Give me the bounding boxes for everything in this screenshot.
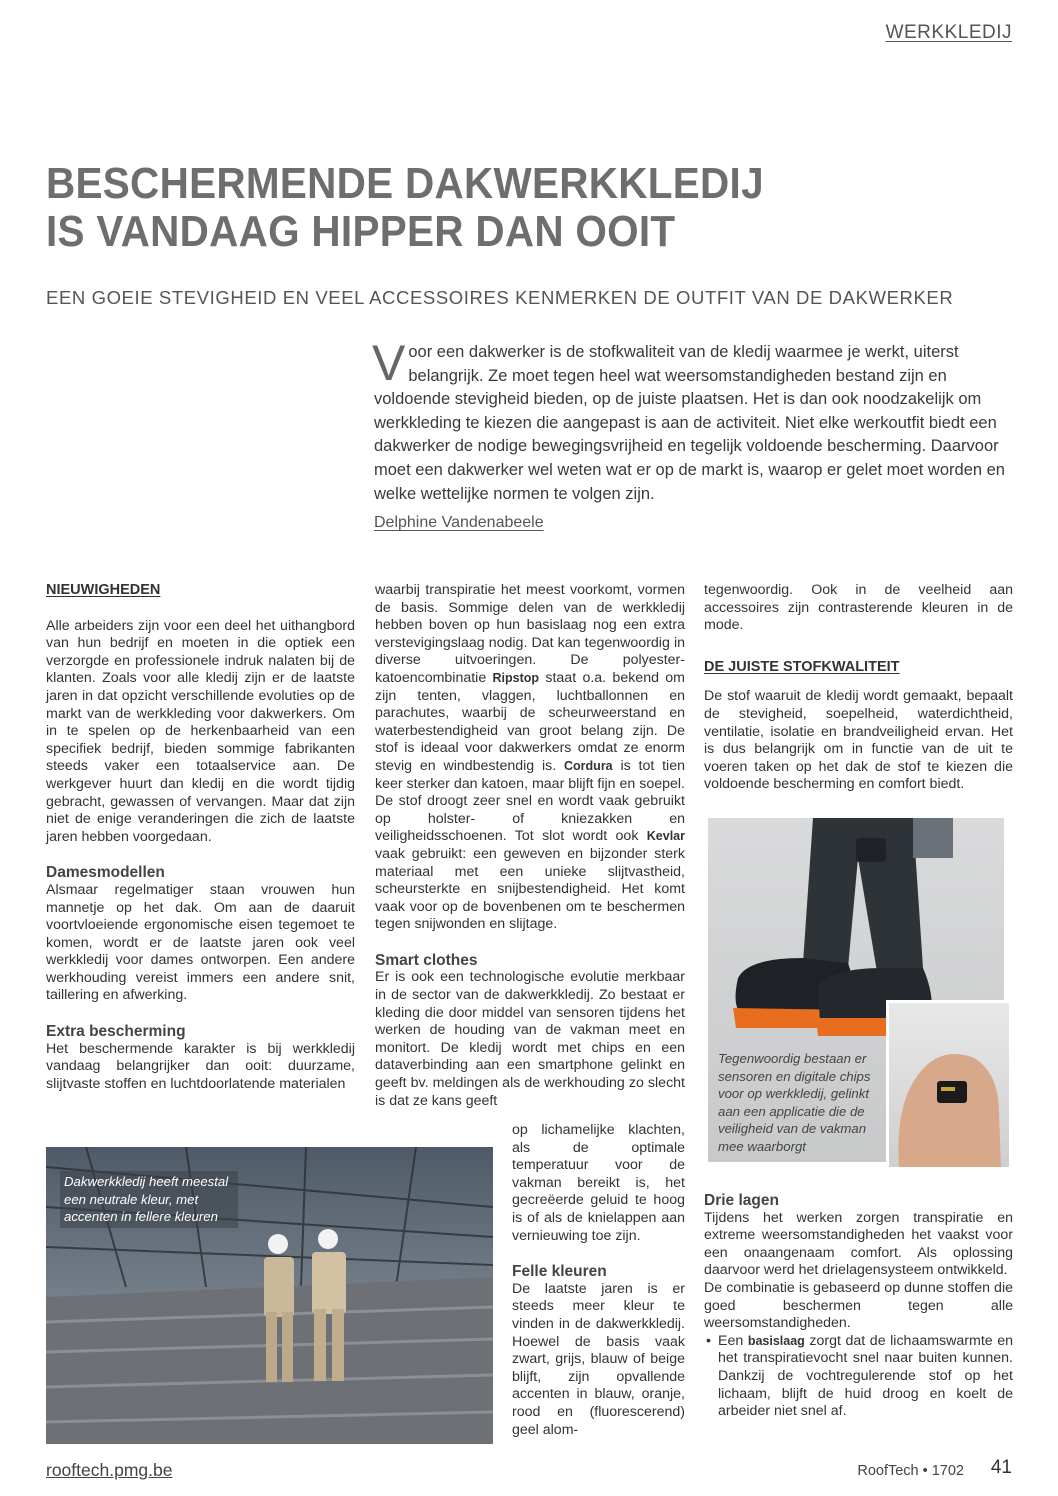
heading-nieuwigheden: NIEUWIGHEDEN bbox=[46, 582, 161, 598]
paragraph-stofkwaliteit: De stof waaruit de kledij wordt gemaakt, bepaalt de stevigheid, soepelheid, waterdichtheid, ventilatie, isolatie en brandveiligheid ervan. Het is dus belangrijk om in functie van de uit te voeren taken op het dak de stof te kiezen die voldoende bescherming en comfort biedt. bbox=[704, 688, 1013, 793]
article-title bbox=[46, 160, 929, 256]
column-2-continued bbox=[512, 1122, 685, 1439]
footer-magazine: RoofTech • 1702 bbox=[857, 1463, 964, 1479]
title-line-2: IS VANDAAG HIPPER DAN OOIT bbox=[46, 207, 676, 256]
paragraph-nieuwigheden: Alle arbeiders zijn voor een deel het uithangbord van hun bedrijf en moeten in die optiek een verzorgde en professionele indruk nalaten bij de klanten. Zoals voor alle kledij zijn er de laatste jaren in dat opzicht verschillende evoluties op de markt van de werkkleding voor dakwerkers. Om in te spelen op de herkenbaarheid van een specifiek bedrijf, bieden sommige fabrikanten steeds vaker een totaalservice aan. De werkgever huurt dan kledij en die wordt tijdig gebracht, gewassen of vervangen. Maar dat zijn niet de enige veranderingen die zich de laatste jaren hebben voorgedaan. bbox=[46, 617, 355, 845]
paragraph-felle-kleuren: De laatste jaren is er steeds meer kleur te vinden in de dakwerkkledij. Hoewel de basis vaak zwart, grijs, blauw of beige blijft, zijn opvallende accenten in blauw, oranje, rood en (fluorescerend) geel alom- bbox=[512, 1280, 685, 1438]
paragraph-accessoires: tegenwoordig. Ook in de veelheid aan accessoires zijn contrasterende kleuren in de mode. bbox=[704, 582, 1013, 634]
author-name: Delphine Vandenabeele bbox=[374, 514, 544, 531]
heading-smart-clothes: Smart clothes bbox=[375, 951, 478, 969]
hand-chip-illustration bbox=[889, 1003, 1009, 1167]
text-span: vaak gebruikt: een geweven en bijzonder sterk materiaal met een unieke slijtvastheid, scheursterkte en snijbestendigheid. Het komt vaak voor op de bovenbenen om te beschermen tegen snijwonden en slijtage. bbox=[375, 845, 685, 933]
keyword-basislaag: basislaag bbox=[747, 1333, 805, 1348]
section-tag: WERKKLEDIJ bbox=[885, 22, 1012, 43]
heading-juiste-stofkwaliteit: DE JUISTE STOFKWALITEIT bbox=[704, 658, 900, 675]
caption-chip: Tegenwoordig bestaan er sensoren en digitale chips voor op werkkledij, gelinkt aan een applicatie die de veiligheid van de vakman mee waarborgt bbox=[718, 1051, 871, 1154]
paragraph-materials bbox=[375, 582, 685, 934]
heading-felle-kleuren: Felle kleuren bbox=[512, 1263, 607, 1281]
title-line-1: BESCHERMENDE DAKWERKKLEDIJ bbox=[46, 159, 764, 208]
keyword-cordura: Cordura bbox=[564, 758, 613, 773]
paragraph-damesmodellen: Alsmaar regelmatiger staan vrouwen hun mannetje op het dak. Om aan de daaruit voortvloeiende ergonomische eisen tegemoet te komen, wordt er de laatste jaren ook veel werkkledij voor dames ontworpen. Een andere werkhouding vereist immers een andere snit, taillering en afwerking. bbox=[46, 881, 355, 1004]
chip-photo bbox=[886, 1000, 1009, 1167]
text-span: waarbij transpiratie het meest voorkomt, vormen de basis. Sommige delen van de werkkledij hebben boven op hun basislaag nog een extra verstevigingslaag nodig. Dat kan tegenwoordig in diverse uitvoeringen. De polyester-katoencombinatie bbox=[375, 582, 685, 686]
text-span: staat o.a. bekend om zijn tenten, vlaggen, luchtballonnen en parachutes, waarbij de scheurweerstand en waterbestendigheid van groot belang zijn. De stof is ideaal voor dakwerkers omdat ze enorm stevig en windbestendig is. bbox=[375, 669, 685, 774]
heading-damesmodellen: Damesmodellen bbox=[46, 864, 165, 882]
footer-url[interactable]: rooftech.pmg.be bbox=[46, 1460, 173, 1480]
paragraph-drie-lagen-2: De combinatie is gebaseerd op dunne stoffen die goed beschermen tegen alle weersomstandigheden. bbox=[704, 1279, 1013, 1332]
drop-cap: V bbox=[372, 335, 406, 391]
bullet-basislaag bbox=[718, 1333, 1013, 1421]
caption-workers: Dakwerkkledij heeft meestal een neutrale kleur, met accenten in fellere kleuren bbox=[60, 1171, 238, 1228]
keyword-kevlar: Kevlar bbox=[646, 829, 685, 844]
keyword-ripstop: Ripstop bbox=[492, 670, 540, 685]
text-span: zorgt dat de lichaamswarmte en het transpiratievocht snel naar buiten kunnen. Dankzij de vochtregulerende stof op het lichaam, blijft de huid droog en koelt de arbeider niet snel af. bbox=[718, 1332, 1014, 1420]
intro-paragraph bbox=[372, 335, 1014, 506]
text-span: is tot tien keer sterker dan katoen, maar blijft fijn en soepel. De stof droogt zeer snel en wordt vaak gebruikt op holster- of kniezakken en veiligheidsschoenen. Tot slot wordt ook bbox=[375, 757, 685, 845]
heading-extra-bescherming: Extra bescherming bbox=[46, 1023, 186, 1041]
column-3-bottom bbox=[704, 1176, 1013, 1421]
paragraph-smart-clothes-cont: op lichamelijke klachten, als de optimale temperatuur voor de vakman bereikt is, het gecreëerde geluid te hoog is of als de knielappen aan vernieuwing toe zijn. bbox=[512, 1122, 685, 1244]
intro-text: oor een dakwerker is de stofkwaliteit van de kledij waarmee je werkt, uiterst belangrijk. Ze moet tegen heel wat weersomstandigheden bestand zijn en voldoende stevigheid bieden, op de juiste plaatsen. Het is dan ook noodzakelijk om werkkleding te kiezen die aangepast is aan de activiteit. Niet elke werkoutfit biedt een dakwerker de nodige bewegingsvrijheid en tegelijk voldoende bescherming. Daarvoor moet een dakwerker wel weten wat er op de markt is, waarop er gelet moet worden en welke wettelijke normen te volgen zijn. bbox=[374, 343, 1005, 503]
text-span: Een bbox=[718, 1332, 748, 1349]
workers-photo bbox=[46, 1147, 493, 1444]
article-subtitle: EEN GOEIE STEVIGHEID EN VEEL ACCESSOIRES KENMERKEN DE OUTFIT VAN DE DAKWERKER bbox=[46, 287, 954, 308]
page-number: 41 bbox=[990, 1457, 1012, 1478]
paragraph-extra-bescherming: Het beschermende karakter is bij werkkledij vandaag belangrijker dan ooit: duurzame, slijtvaste stoffen en luchtdoorlatende materialen bbox=[46, 1040, 355, 1092]
bullet-list bbox=[704, 1333, 1013, 1421]
column-3 bbox=[704, 582, 1013, 794]
heading-drie-lagen: Drie lagen bbox=[704, 1192, 779, 1209]
paragraph-smart-clothes: Er is ook een technologische evolutie merkbaar in de sector van de dakwerkkledij. Zo bestaat er kleding die door middel van sensoren tijdens het werken de houding van de vakman meet en monitort. De kledij wordt met chips en een dataverbinding aan een smartphone gelinkt en geeft bv. meldingen als de werkhouding zo slecht is dat ze kans geeft bbox=[375, 969, 685, 1109]
paragraph-drie-lagen-1: Tijdens het werken zorgen transpiratie en extreme weersomstandigheden het vaakst voor een onaangenaam comfort. Als oplossing daarvoor werd het drielagensysteem ontwikkeld. bbox=[704, 1209, 1013, 1279]
column-2 bbox=[375, 582, 685, 1110]
column-1 bbox=[46, 582, 355, 1093]
